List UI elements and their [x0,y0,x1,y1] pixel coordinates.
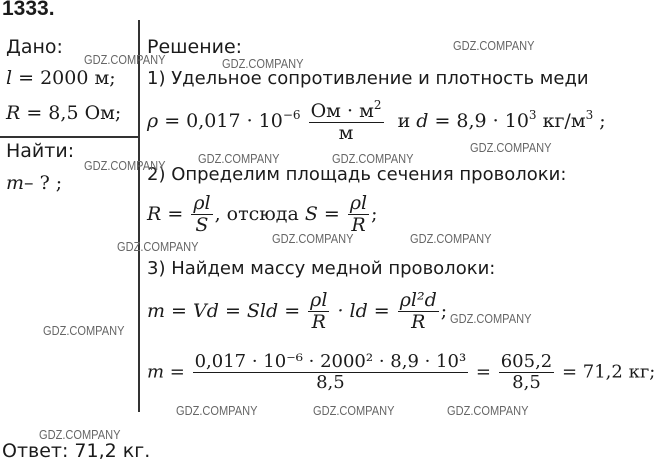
area-fraction-denominator: R [351,214,366,237]
step-1-text: 1) Удельное сопротивление и плотность меди [147,68,589,89]
area-fraction-numerator: ρl [349,192,368,214]
mass-formula-tail: ; [440,299,448,322]
horizontal-divider [0,136,140,138]
mass-formula-lhs: m = Vd = Sld = [147,299,307,322]
watermark-text: GDZ.COMPANY [84,158,166,173]
calc-fraction-2-denominator: 8,5 [512,372,541,394]
calc-fraction-1-numerator: 0,017 · 10⁻⁶ · 2000² · 8,9 · 10³ [194,351,467,372]
given-resistance [6,102,121,124]
calc-equals: = [470,361,497,383]
density-unit-exponent: 3 [585,107,594,122]
watermark-text: GDZ.COMPANY [332,151,414,166]
mass-variable: m [6,172,25,194]
length-variable: l [6,67,13,89]
resistance-variable: R [6,102,21,124]
resistance-fraction-numerator: ρl [193,192,211,214]
given-heading: Дано: [6,36,63,58]
vertical-divider [138,20,140,412]
rho-exponent: −6 [282,107,301,122]
step-2-text: 2) Определим площадь сечения проволоки: [147,164,567,185]
solution-heading: Решение: [147,36,243,58]
calc-fraction-2 [499,352,555,393]
watermark-text: GDZ.COMPANY [43,323,125,338]
rho-value: = 0,017 · 10 [158,109,283,132]
watermark-text: GDZ.COMPANY [470,140,552,155]
watermark-text: GDZ.COMPANY [39,427,121,442]
calc-fraction-1 [193,352,469,393]
watermark-text: GDZ.COMPANY [222,56,304,71]
mass-fraction-2 [398,290,439,334]
watermark-text: GDZ.COMPANY [453,38,535,53]
density-symbol: d [416,109,429,132]
mass-fraction-2-denominator: R [411,311,426,334]
watermark-text: GDZ.COMPANY [84,52,166,67]
and-word: и [397,109,411,132]
mass-calculation-line [147,352,655,393]
density-exponent: 3 [528,107,537,122]
hence-word: , отсюда [214,202,305,225]
mass-fraction-1 [308,290,329,334]
given-length [6,67,116,89]
mass-fraction-1-denominator: R [311,311,326,334]
watermark-text: GDZ.COMPANY [313,403,395,418]
answer-text: Ответ: 71,2 кг. [2,440,151,462]
rho-unit-exponent: 2 [373,98,382,112]
mass-query: – ? ; [24,172,63,194]
density-unit: кг/м [536,109,586,132]
find-mass [6,172,62,194]
calc-fraction-1-denominator: 8,5 [316,372,345,394]
watermark-text: GDZ.COMPANY [272,231,354,246]
rho-unit-numerator: Ом · м [310,100,374,122]
mass-fraction-1-numerator: ρl [310,289,328,311]
watermark-text: GDZ.COMPANY [410,231,492,246]
length-value: = 2000 м; [12,67,116,89]
calc-result: = 71,2 кг; [556,361,655,383]
calc-fraction-2-numerator: 605,2 [500,351,553,372]
resistance-fraction-denominator: S [195,214,209,237]
rho-unit-denominator: м [338,122,354,145]
watermark-text: GDZ.COMPANY [198,151,280,166]
mass-formula-line [147,290,447,334]
area-fraction [348,193,369,237]
find-heading: Найти: [6,140,75,162]
density-value: = 8,9 · 10 [428,109,529,132]
watermark-text: GDZ.COMPANY [117,239,199,254]
area-tail: ; [371,202,378,225]
area-R-symbol: R [147,202,162,225]
area-S-symbol: S [304,202,318,225]
step-3-text: 3) Найдем массу медной проволоки: [147,258,496,279]
watermark-text: GDZ.COMPANY [450,311,532,326]
rho-density-line [147,99,606,145]
calc-lhs: m = [147,361,191,383]
rho-unit-fraction [309,99,384,145]
watermark-text: GDZ.COMPANY [447,403,529,418]
area-equals-2: = [317,202,346,225]
area-formula-line [147,193,378,237]
density-tail: ; [593,109,606,132]
resistance-fraction [191,193,212,237]
area-equals-1: = [161,202,190,225]
problem-number: 1333. [2,0,55,20]
rho-symbol: ρ [147,109,159,132]
watermark-text: GDZ.COMPANY [176,403,258,418]
resistance-value: = 8,5 Ом; [20,102,122,124]
mass-fraction-2-numerator: ρl²d [399,289,437,311]
mass-formula-mid: · ld = [331,299,396,322]
